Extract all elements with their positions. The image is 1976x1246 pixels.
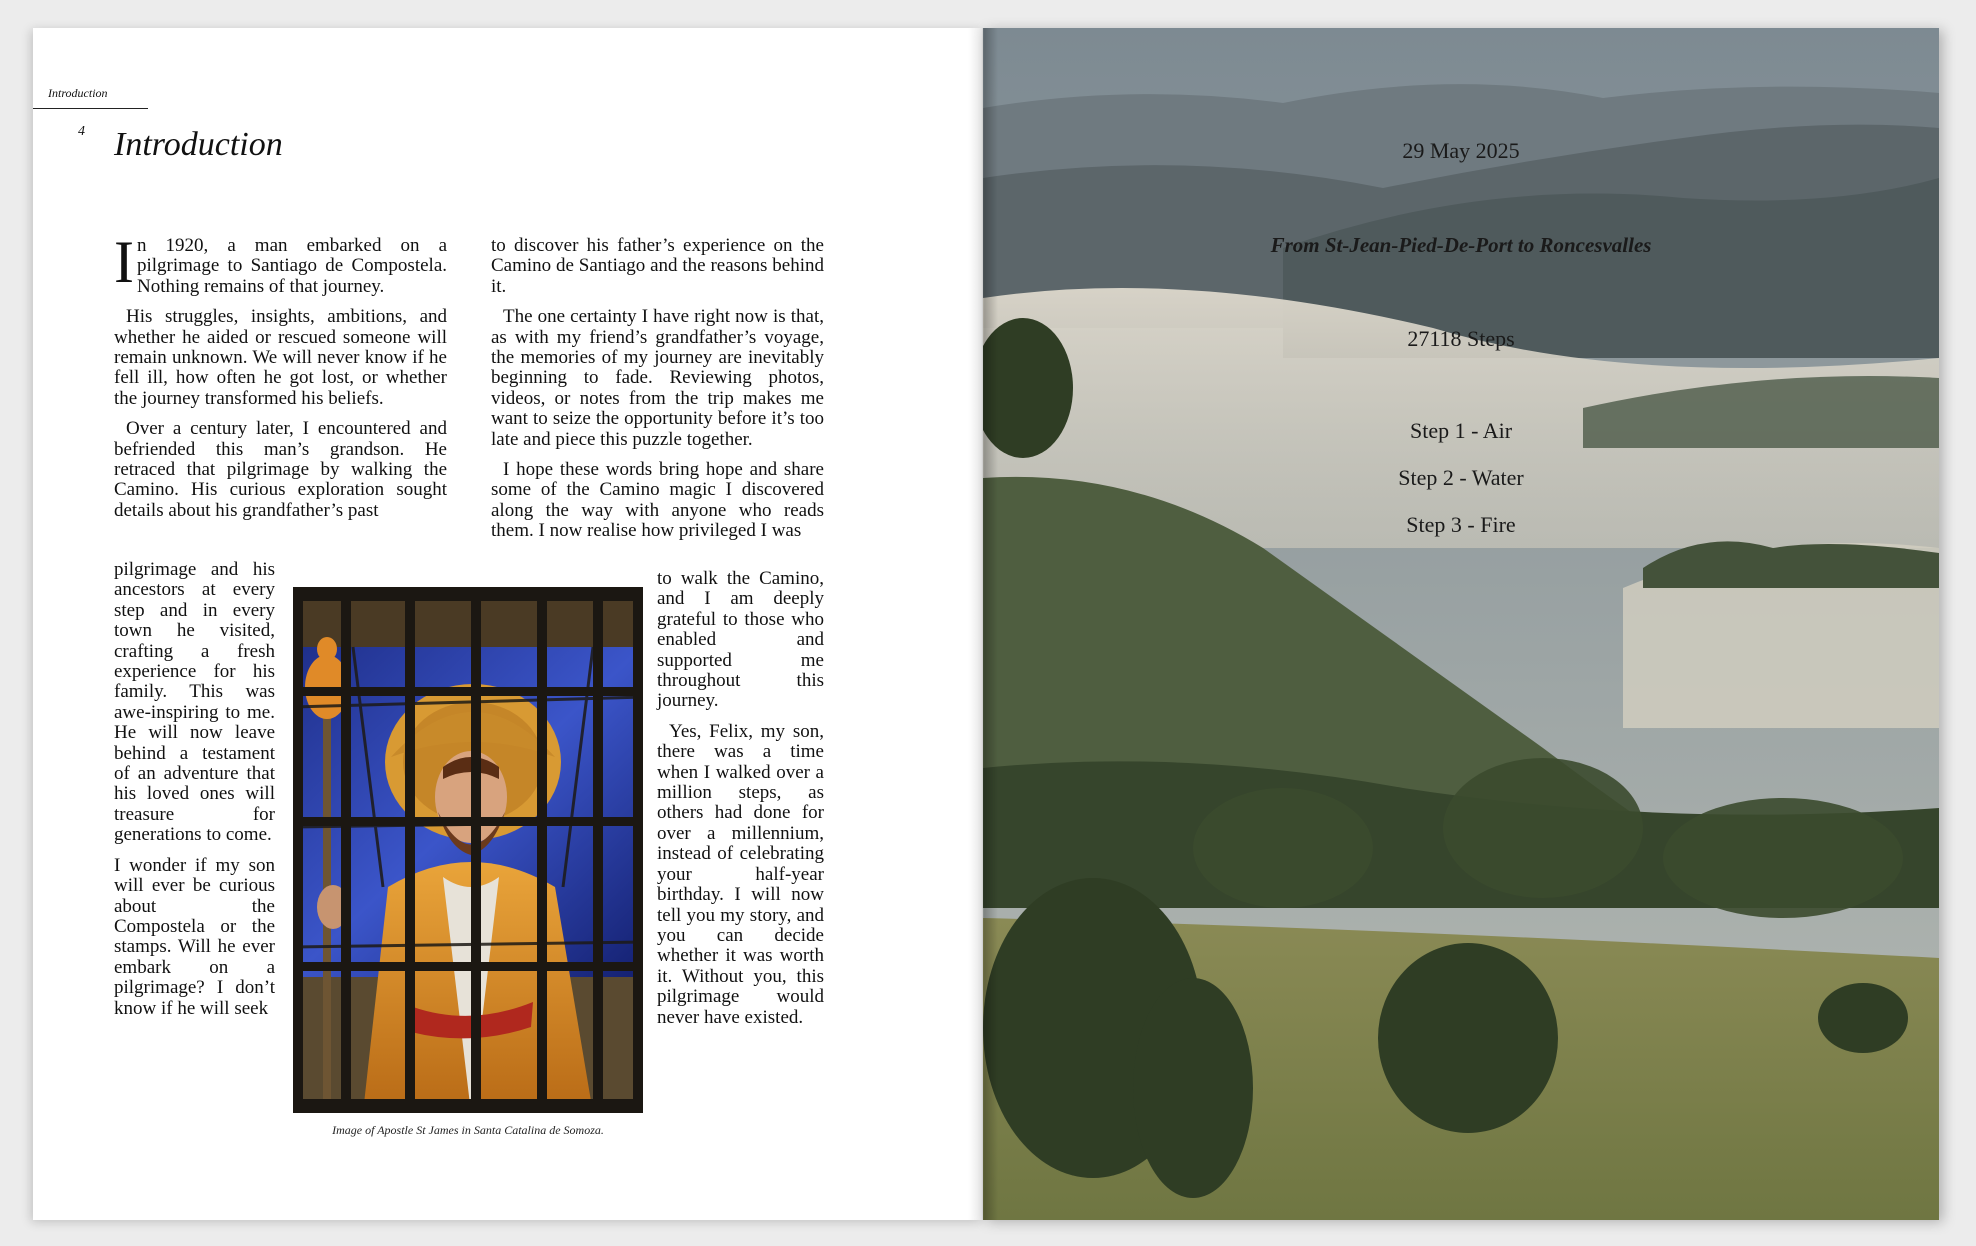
stained-glass-illustration [293,587,643,1113]
entry-date: 29 May 2025 [1402,138,1520,163]
text-column-2-continued [657,569,824,1038]
step-item-fire: Step 3 - Fire [1406,512,1516,537]
paragraph: The one certainty I have right now is that, as with my friend’s grandfather’s voyage, the memories of my journey are inevitably beginning to fade. Reviewing photos, videos, or notes from the trip makes me want to seize the opportunity before it’s too late and piece this puzzle together. [491,306,824,450]
paragraph: Over a century later, I encountered and befriended this man’s grandson. He retraced that pilgrimage by walking the Camino. His curious exploration sought details about his grandfather’s past [114,418,447,521]
step-item-water: Step 2 - Water [1398,465,1524,490]
drop-cap: I [114,229,134,295]
header-rule [33,108,148,109]
misty-valley-landscape-image [983,28,1939,1220]
paragraph: pilgrimage and his ancestors at every step and in every town he visited, crafting a fresh experience for his family. This was awe-inspiring to me. He will now leave behind a testament of an adventure that his loved ones will treasure for generations to come. [114,559,275,846]
text-column-1 [114,229,447,531]
text-column-1-continued [114,560,275,1029]
paragraph: I hope these words bring hope and share some of the Camino magic I discovered along the way with anyone who reads them. I now realise how privileged I was [491,459,824,542]
image-caption: Image of Apostle St James in Santa Catalina de Somoza. [332,1123,604,1137]
step-item-air: Step 1 - Air [1409,418,1513,443]
stained-glass-image [293,587,643,1113]
page-number: 4 [78,124,85,139]
route-title: From St-Jean-Pied-De-Port to Roncesvalles [1270,233,1652,257]
running-head: Introduction [48,86,108,100]
paragraph: I wonder if my son will ever be curious about the Compostela or the stamps. Will he ever embark on a pilgrimage? I don’t know if he will seek [114,854,275,1019]
paragraph: His struggles, insights, ambitions, and whether he aided or rescued someone will remain unknown. We will never know if he fell ill, how often he got lost, or whether the journey transformed his beliefs. [114,306,447,409]
text-column-2 [491,236,824,552]
step-count: 27118 Steps [1407,326,1515,351]
paragraph: to discover his father’s experience on the Camino de Santiago and the reasons behind it. [491,235,824,297]
paragraph: Yes, Felix, my son, there was a time when I walked over a million steps, as others had done for over a millennium, instead of celebrating your half-year birthday. I will now tell you my story, and you can decide whether it was worth it. Without you, this pilgrimage would never have existed. [657,720,824,1028]
paragraph: to walk the Camino, and I am deeply grateful to those who enabled and supported me throughout this journey. [657,568,824,712]
paragraph: In 1920, a man embarked on a pilgrimage to Santiago de Compostela. Nothing remains of that journey. [114,229,447,297]
right-page [983,28,1939,1220]
page-title: Introduction [114,126,283,163]
